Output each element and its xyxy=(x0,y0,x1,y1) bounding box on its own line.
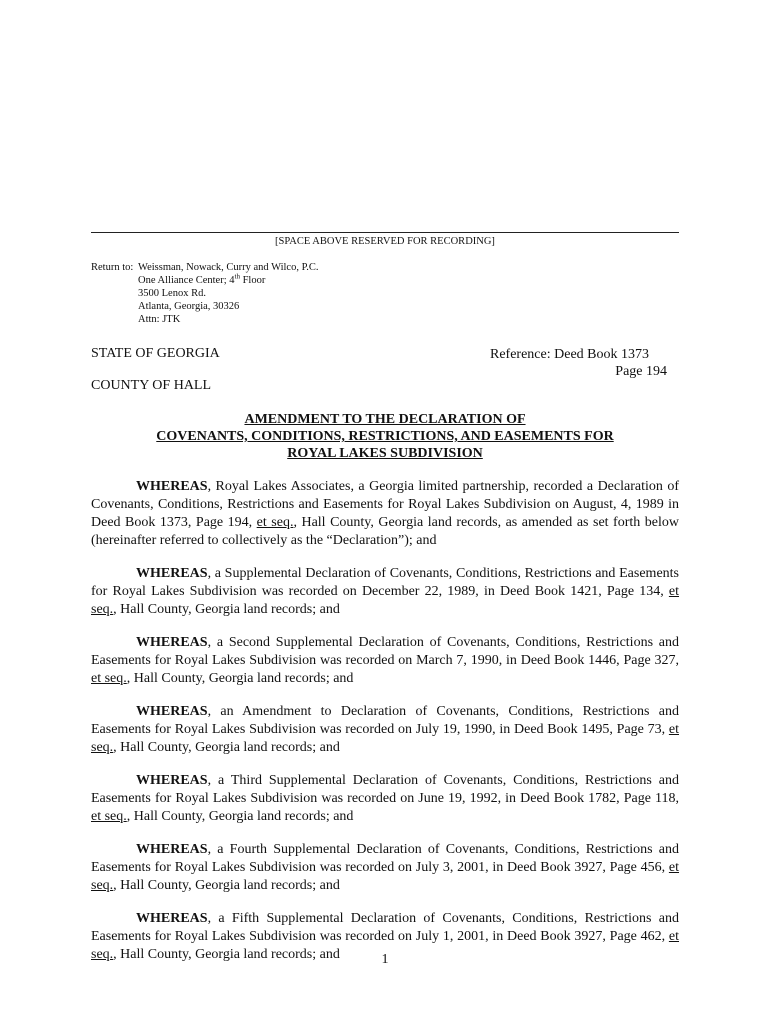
title-line: ROYAL LAKES SUBDIVISION xyxy=(287,446,483,461)
whereas-lead: WHEREAS xyxy=(136,566,208,581)
whereas-lead: WHEREAS xyxy=(136,635,208,650)
state-heading: STATE OF GEORGIA xyxy=(91,346,220,361)
paragraph-text: , Hall County, Georgia land records; and xyxy=(126,671,354,686)
return-line: Atlanta, Georgia, 30326 xyxy=(138,301,240,312)
recording-divider xyxy=(91,232,679,233)
paragraph-text: , a Fifth Supplemental Declaration of Covenants, Conditions, Restrictions and Easements for Royal Lakes Subdivision was recorded on July 1, 2001, in Deed Book 3927, Page 462, xyxy=(91,911,679,944)
et-seq: et seq. xyxy=(91,671,127,686)
paragraph-text: , Hall County, Georgia land records; and xyxy=(126,809,354,824)
return-line: One Alliance Center; 4th Floor xyxy=(138,272,266,286)
space-reserved-note: [SPACE ABOVE RESERVED FOR RECORDING] xyxy=(275,236,495,247)
whereas-paragraph xyxy=(91,841,679,895)
paragraph-text: , Hall County, Georgia land records; and xyxy=(113,602,340,617)
whereas-lead: WHEREAS xyxy=(136,842,208,857)
whereas-paragraph xyxy=(91,565,679,619)
return-line: 3500 Lenox Rd. xyxy=(138,288,206,299)
paragraph-text: , a Third Supplemental Declaration of Covenants, Conditions, Restrictions and Easements for Royal Lakes Subdivision was recorded on June 19, 1992, in Deed Book 1782, Page 118, xyxy=(91,773,679,806)
et-seq: et seq. xyxy=(256,515,294,530)
whereas-paragraph xyxy=(91,634,679,688)
whereas-lead: WHEREAS xyxy=(136,704,208,719)
return-line: Attn: JTK xyxy=(138,314,181,325)
paragraph-text: , Royal Lakes Associates, a Georgia limited partnership, recorded a Declaration of Covenants, Conditions, Restrictions and Easements for Royal Lakes Subdivision on August, 4, 1989 in Deed Book 1373, Page 194, xyxy=(91,479,679,530)
whereas-lead: WHEREAS xyxy=(136,911,208,926)
paragraph-text: , Hall County, Georgia land records; and xyxy=(113,740,340,755)
reference-page: Page 194 xyxy=(615,364,667,379)
paragraph-text: , Hall County, Georgia land records; and xyxy=(113,878,340,893)
paragraph-text: , Hall County, Georgia land records, as amended as set forth below (hereinafter referred to collectively as the “Declaration”); and xyxy=(91,515,680,548)
page-number: 1 xyxy=(381,952,389,967)
et-seq: et seq. xyxy=(91,860,679,893)
return-label: Return to: xyxy=(91,262,134,273)
title-line: AMENDMENT TO THE DECLARATION OF xyxy=(244,412,526,427)
whereas-paragraph xyxy=(91,772,679,826)
paragraph-text: , an Amendment to Declaration of Covenants, Conditions, Restrictions and Easements for Royal Lakes Subdivision was recorded on July 19, 1990, in Deed Book 1495, Page 73, xyxy=(91,704,679,737)
et-seq: et seq. xyxy=(91,584,679,617)
reference-line: Reference: Deed Book 1373 xyxy=(490,347,649,362)
deed-reference xyxy=(490,346,670,380)
whereas-lead: WHEREAS xyxy=(136,479,208,494)
et-seq: et seq. xyxy=(91,722,679,755)
paragraph-text: , a Fourth Supplemental Declaration of Covenants, Conditions, Restrictions and Easements for Royal Lakes Subdivision was recorded on July 3, 2001, in Deed Book 3927, Page 456, xyxy=(91,842,679,875)
whereas-lead: WHEREAS xyxy=(136,773,208,788)
title-line: COVENANTS, CONDITIONS, RESTRICTIONS, AND EASEMENTS FOR xyxy=(156,429,614,444)
return-address xyxy=(138,261,438,326)
return-line: Weissman, Nowack, Curry and Wilco, P.C. xyxy=(138,262,319,273)
et-seq: et seq. xyxy=(91,809,127,824)
paragraph-text: , a Supplemental Declaration of Covenants, Conditions, Restrictions and Easements for Royal Lakes Subdivision was recorded on December 22, 1989, in Deed Book 1421, Page 134, xyxy=(91,566,679,599)
document-title xyxy=(0,411,770,462)
county-heading: COUNTY OF HALL xyxy=(91,378,212,393)
whereas-paragraph xyxy=(91,703,679,757)
et-seq: et seq. xyxy=(91,929,679,962)
whereas-paragraph xyxy=(91,478,679,550)
paragraph-text: , a Second Supplemental Declaration of Covenants, Conditions, Restrictions and Easements for Royal Lakes Subdivision was recorded on March 7, 1990, in Deed Book 1446, Page 327, xyxy=(91,635,679,668)
paragraph-text: , Hall County, Georgia land records; and xyxy=(113,947,340,962)
document-body xyxy=(91,478,679,979)
